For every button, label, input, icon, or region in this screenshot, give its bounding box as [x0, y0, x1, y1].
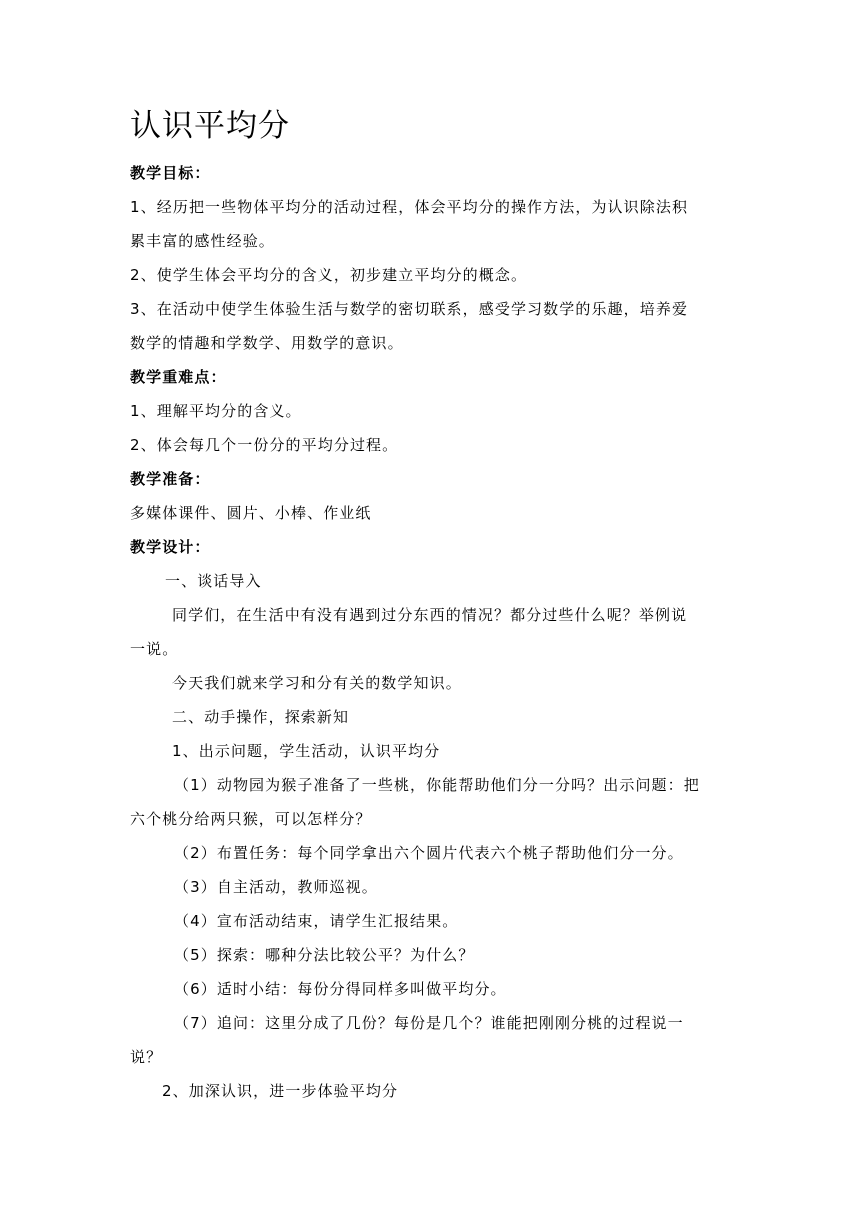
step1-item-cont: 说？ — [130, 1048, 163, 1066]
step1-item: （4）宣布活动结束，请学生汇报结果。 — [174, 912, 459, 930]
step1-item: （6）适时小结：每份分得同样多叫做平均分。 — [174, 980, 507, 998]
design-heading: 教学设计： — [130, 538, 211, 556]
step1-item: （2）布置任务：每个同学拿出六个圆片代表六个桃子帮助他们分一分。 — [174, 844, 684, 862]
part1-title: 一、谈话导入 — [165, 572, 262, 590]
step1-item: （1）动物园为猴子准备了一些桃，你能帮助他们分一分吗？出示问题：把 — [174, 776, 700, 794]
part1-paragraph: 同学们，在生活中有没有遇到过分东西的情况？都分过些什么呢？举例说 — [172, 606, 688, 624]
preparation-line: 多媒体课件、圆片、小棒、作业纸 — [130, 504, 372, 522]
step2-title: 2、加深认识，进一步体验平均分 — [162, 1082, 399, 1100]
part1-paragraph-cont: 一说。 — [130, 640, 179, 658]
key-point-line: 1、理解平均分的含义。 — [130, 402, 302, 420]
step1-item: （5）探索：哪种分法比较公平？为什么？ — [174, 946, 475, 964]
goal-line: 3、在活动中使学生体验生活与数学的密切联系，感受学习数学的乐趣，培养爱 — [130, 300, 689, 318]
preparation-heading: 教学准备： — [130, 470, 211, 488]
step1-item-cont: 六个桃分给两只猴，可以怎样分？ — [130, 810, 372, 828]
goal-line: 2、使学生体会平均分的含义，初步建立平均分的概念。 — [130, 266, 528, 284]
goal-line: 数学的情趣和学数学、用数学的意识。 — [130, 334, 404, 352]
step1-item: （7）追问：这里分成了几份？每份是几个？谁能把刚刚分桃的过程说一 — [174, 1014, 684, 1032]
part2-title: 二、动手操作，探索新知 — [172, 708, 350, 726]
goal-line: 1、经历把一些物体平均分的活动过程，体会平均分的操作方法，为认识除法积 — [130, 198, 689, 216]
key-points-heading: 教学重难点： — [130, 368, 227, 386]
goal-line: 累丰富的感性经验。 — [130, 232, 275, 250]
document-title: 认识平均分 — [130, 108, 290, 144]
document-page — [130, 100, 732, 1108]
goals-heading: 教学目标： — [130, 164, 211, 182]
step1-item: （3）自主活动，教师巡视。 — [174, 878, 378, 896]
step1-title: 1、出示问题，学生活动，认识平均分 — [172, 742, 441, 760]
part1-paragraph: 今天我们就来学习和分有关的数学知识。 — [172, 674, 462, 692]
key-point-line: 2、体会每几个一份分的平均分过程。 — [130, 436, 399, 454]
